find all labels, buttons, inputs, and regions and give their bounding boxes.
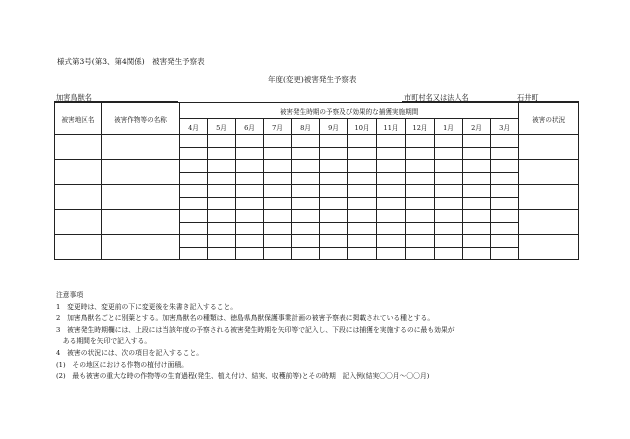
capture-period-cell[interactable] xyxy=(320,147,348,160)
capture-period-cell[interactable] xyxy=(435,197,463,210)
capture-period-cell[interactable] xyxy=(491,222,519,235)
capture-period-cell[interactable] xyxy=(292,247,320,260)
notes-heading: 注意事項 xyxy=(56,291,84,299)
note-item: (2) 最も被害の重大な時の作物等の生育過程(発生、植え付け、結実、収穫前等)とその時期 記入例(結実〇〇月～〇〇月) xyxy=(56,372,430,381)
capture-period-cell[interactable] xyxy=(348,222,377,235)
capture-period-cell[interactable] xyxy=(348,172,377,185)
forecast-period-cell[interactable] xyxy=(320,185,348,198)
capture-period-cell[interactable] xyxy=(264,197,292,210)
table-row xyxy=(55,160,579,173)
forecast-period-cell[interactable] xyxy=(348,210,377,223)
municipality-label: 市町村名又は法人名 xyxy=(404,93,469,102)
forecast-period-cell[interactable] xyxy=(264,160,292,173)
crop-cell[interactable] xyxy=(102,185,180,210)
forecast-period-cell[interactable] xyxy=(348,185,377,198)
capture-period-cell[interactable] xyxy=(264,172,292,185)
table-row xyxy=(55,235,579,248)
form-number-title: 様式第3号(第3、第4関係) 被害発生予察表 xyxy=(57,57,205,66)
capture-period-cell[interactable] xyxy=(320,197,348,210)
note-item: (1) その地区における作物の植付け面積。 xyxy=(56,360,188,369)
capture-period-cell[interactable] xyxy=(292,172,320,185)
note-item: ある期間を矢印で記入する。 xyxy=(56,337,152,346)
table-row xyxy=(55,185,579,198)
area-cell[interactable] xyxy=(55,160,102,185)
forecast-period-cell[interactable] xyxy=(406,210,435,223)
forecast-period-cell[interactable] xyxy=(377,135,406,148)
forecast-period-cell[interactable] xyxy=(463,135,491,148)
capture-period-cell[interactable] xyxy=(435,172,463,185)
area-cell[interactable] xyxy=(55,235,102,260)
status-cell[interactable] xyxy=(519,210,579,235)
forecast-period-cell[interactable] xyxy=(435,185,463,198)
capture-period-cell[interactable] xyxy=(208,147,236,160)
forecast-period-cell[interactable] xyxy=(292,235,320,248)
capture-period-cell[interactable] xyxy=(180,247,208,260)
forecast-period-cell[interactable] xyxy=(463,210,491,223)
area-cell[interactable] xyxy=(55,185,102,210)
capture-period-cell[interactable] xyxy=(320,222,348,235)
forecast-period-cell[interactable] xyxy=(463,160,491,173)
note-item: 2 加害鳥獣名ごとに別葉とする。加害鳥獣名の種類は、徳島県鳥獣保護事業計画の被害予察表に掲載されている種とする。 xyxy=(56,314,435,323)
forecast-period-cell[interactable] xyxy=(180,160,208,173)
forecast-period-cell[interactable] xyxy=(348,135,377,148)
capture-period-cell[interactable] xyxy=(320,172,348,185)
capture-period-cell[interactable] xyxy=(264,222,292,235)
forecast-period-cell[interactable] xyxy=(491,185,519,198)
crop-cell[interactable] xyxy=(102,160,180,185)
capture-period-cell[interactable] xyxy=(406,172,435,185)
capture-period-cell[interactable] xyxy=(377,197,406,210)
month-header: 3月 xyxy=(491,119,519,135)
month-header: 9月 xyxy=(320,119,348,135)
capture-period-cell[interactable] xyxy=(377,172,406,185)
status-cell[interactable] xyxy=(519,235,579,260)
capture-period-cell[interactable] xyxy=(292,222,320,235)
forecast-period-cell[interactable] xyxy=(348,235,377,248)
area-cell[interactable] xyxy=(55,210,102,235)
forecast-period-cell[interactable] xyxy=(435,210,463,223)
capture-period-cell[interactable] xyxy=(180,222,208,235)
area-cell[interactable] xyxy=(55,135,102,160)
note-item: 1 変更時は、変更前の下に変更後を朱書き記入すること。 xyxy=(56,302,238,311)
month-header: 7月 xyxy=(264,119,292,135)
capture-period-cell[interactable] xyxy=(377,147,406,160)
forecast-period-cell[interactable] xyxy=(236,160,264,173)
table-row xyxy=(55,210,579,223)
forecast-period-cell[interactable] xyxy=(264,235,292,248)
capture-period-cell[interactable] xyxy=(208,197,236,210)
crop-cell[interactable] xyxy=(102,235,180,260)
forecast-period-cell[interactable] xyxy=(208,160,236,173)
month-header: 4月 xyxy=(180,119,208,135)
forecast-period-cell[interactable] xyxy=(406,135,435,148)
forecast-period-cell[interactable] xyxy=(491,235,519,248)
forecast-period-cell[interactable] xyxy=(377,235,406,248)
capture-period-cell[interactable] xyxy=(491,172,519,185)
forecast-period-cell[interactable] xyxy=(264,210,292,223)
forecast-period-cell[interactable] xyxy=(208,135,236,148)
forecast-period-cell[interactable] xyxy=(180,185,208,198)
forecast-period-cell[interactable] xyxy=(377,160,406,173)
forecast-period-cell[interactable] xyxy=(320,160,348,173)
month-header: 12月 xyxy=(406,119,435,135)
capture-period-cell[interactable] xyxy=(377,222,406,235)
capture-period-cell[interactable] xyxy=(264,247,292,260)
forecast-period-cell[interactable] xyxy=(406,235,435,248)
capture-period-cell[interactable] xyxy=(208,172,236,185)
capture-period-cell[interactable] xyxy=(463,222,491,235)
capture-period-cell[interactable] xyxy=(491,147,519,160)
forecast-period-cell[interactable] xyxy=(377,185,406,198)
capture-period-cell[interactable] xyxy=(320,247,348,260)
forecast-period-cell[interactable] xyxy=(435,135,463,148)
forecast-period-cell[interactable] xyxy=(180,235,208,248)
forecast-period-cell[interactable] xyxy=(491,135,519,148)
month-header: 10月 xyxy=(348,119,377,135)
municipality-value: 石井町 xyxy=(517,93,539,102)
month-header: 5月 xyxy=(208,119,236,135)
forecast-period-cell[interactable] xyxy=(292,185,320,198)
month-header: 2月 xyxy=(463,119,491,135)
status-cell[interactable] xyxy=(519,160,579,185)
table-row xyxy=(55,135,579,148)
capture-period-cell[interactable] xyxy=(264,147,292,160)
capture-period-cell[interactable] xyxy=(377,247,406,260)
capture-period-cell[interactable] xyxy=(208,222,236,235)
forecast-period-cell[interactable] xyxy=(491,160,519,173)
status-cell[interactable] xyxy=(519,185,579,210)
forecast-period-cell[interactable] xyxy=(320,235,348,248)
capture-period-cell[interactable] xyxy=(292,197,320,210)
forecast-period-cell[interactable] xyxy=(491,210,519,223)
capture-period-cell[interactable] xyxy=(435,247,463,260)
capture-period-cell[interactable] xyxy=(236,172,264,185)
forecast-period-cell[interactable] xyxy=(180,210,208,223)
forecast-period-cell[interactable] xyxy=(435,235,463,248)
capture-period-cell[interactable] xyxy=(348,147,377,160)
header-area: 被害地区名 xyxy=(55,103,102,135)
note-item: 3 被害発生時期欄には、上段には当該年度の予察される被害発生時期を矢印等で記入し、下段には捕獲を実施するのに最も効果が xyxy=(56,325,455,334)
capture-period-cell[interactable] xyxy=(406,247,435,260)
forecast-period-cell[interactable] xyxy=(236,185,264,198)
forecast-period-cell[interactable] xyxy=(180,135,208,148)
capture-period-cell[interactable] xyxy=(180,172,208,185)
capture-period-cell[interactable] xyxy=(463,247,491,260)
note-item: 4 被害の状況には、次の項目を記入すること。 xyxy=(56,348,204,357)
capture-period-cell[interactable] xyxy=(491,197,519,210)
capture-period-cell[interactable] xyxy=(236,197,264,210)
document-title: 年度(変更)被害発生予察表 xyxy=(268,75,357,84)
capture-period-cell[interactable] xyxy=(348,197,377,210)
capture-period-cell[interactable] xyxy=(463,197,491,210)
capture-period-cell[interactable] xyxy=(406,147,435,160)
species-label: 加害鳥獣名 xyxy=(56,93,92,102)
forecast-period-cell[interactable] xyxy=(320,210,348,223)
month-header: 6月 xyxy=(236,119,264,135)
capture-period-cell[interactable] xyxy=(406,222,435,235)
forecast-period-cell[interactable] xyxy=(208,235,236,248)
forecast-period-cell[interactable] xyxy=(236,210,264,223)
capture-period-cell[interactable] xyxy=(435,222,463,235)
capture-period-cell[interactable] xyxy=(463,172,491,185)
status-cell[interactable] xyxy=(519,135,579,160)
crop-cell[interactable] xyxy=(102,210,180,235)
forecast-period-cell[interactable] xyxy=(208,185,236,198)
forecast-period-cell[interactable] xyxy=(236,135,264,148)
capture-period-cell[interactable] xyxy=(292,147,320,160)
header-crop: 被害作物等の名称 xyxy=(102,103,180,135)
forecast-period-cell[interactable] xyxy=(292,160,320,173)
forecast-period-cell[interactable] xyxy=(292,210,320,223)
forecast-period-cell[interactable] xyxy=(406,185,435,198)
forecast-period-cell[interactable] xyxy=(264,135,292,148)
capture-period-cell[interactable] xyxy=(491,247,519,260)
capture-period-cell[interactable] xyxy=(208,247,236,260)
forecast-period-cell[interactable] xyxy=(435,160,463,173)
capture-period-cell[interactable] xyxy=(236,247,264,260)
forecast-period-cell[interactable] xyxy=(406,160,435,173)
forecast-period-cell[interactable] xyxy=(463,185,491,198)
capture-period-cell[interactable] xyxy=(406,197,435,210)
forecast-period-cell[interactable] xyxy=(463,235,491,248)
forecast-period-cell[interactable] xyxy=(320,135,348,148)
table-body xyxy=(55,135,579,260)
forecast-period-cell[interactable] xyxy=(264,185,292,198)
crop-cell[interactable] xyxy=(102,135,180,160)
forecast-period-cell[interactable] xyxy=(208,210,236,223)
capture-period-cell[interactable] xyxy=(348,247,377,260)
capture-period-cell[interactable] xyxy=(180,147,208,160)
forecast-period-cell[interactable] xyxy=(348,160,377,173)
capture-period-cell[interactable] xyxy=(236,147,264,160)
notes-section xyxy=(56,290,455,383)
forecast-period-cell[interactable] xyxy=(292,135,320,148)
month-header: 8月 xyxy=(292,119,320,135)
capture-period-cell[interactable] xyxy=(180,197,208,210)
header-period: 被害発生時期の予察及び効果的な捕獲実施期間 xyxy=(180,103,519,119)
month-header: 11月 xyxy=(377,119,406,135)
forecast-period-cell[interactable] xyxy=(377,210,406,223)
header-status: 被害の状況 xyxy=(519,103,579,135)
capture-period-cell[interactable] xyxy=(463,147,491,160)
month-header: 1月 xyxy=(435,119,463,135)
capture-period-cell[interactable] xyxy=(435,147,463,160)
damage-forecast-table xyxy=(54,102,579,260)
forecast-period-cell[interactable] xyxy=(236,235,264,248)
capture-period-cell[interactable] xyxy=(236,222,264,235)
